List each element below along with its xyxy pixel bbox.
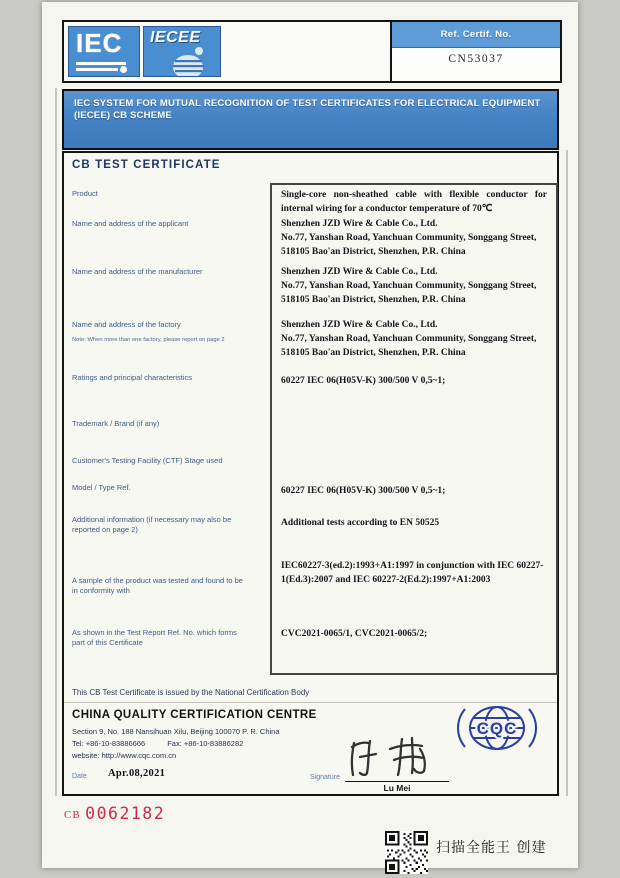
value-sample-conformity: IEC60227-3(ed.2):1993+A1:1997 in conjunction with IEC 60227-1(Ed.3):2007 and IEC 60227-2(Ed.2):1997+A1:2003 [281,561,544,585]
iecee-globe-icon [144,45,220,77]
label-factory-note: Note: When more than one factory, please report on page 2 [72,337,225,343]
iecee-logo [143,26,221,77]
iec-logo-text: IEC [76,28,123,58]
ref-certif-box [390,20,562,83]
ref-certif-number: CN53037 [448,53,504,65]
value-test-report: CVC2021-0065/1, CVC2021-0065/2; [281,629,428,639]
iec-logo [68,26,140,77]
label-product: Product [72,189,98,198]
value-factory-line2: No.77, Yanshan Road, Yanchuan Community, Songgang Street, [281,334,537,344]
scheme-banner-line1: IEC SYSTEM FOR MUTUAL RECOGNITION OF TEST CERTIFICATES FOR ELECTRICAL EQUIPMENT [74,98,541,109]
watermark-block [385,831,547,878]
serial-number: 0062182 [85,804,166,823]
value-manufacturer [281,265,547,307]
label-applicant: Name and address of the applicant [72,219,189,228]
signatory-name: Lu Mei [383,783,411,793]
cqc-logo-text: CQC [476,719,518,738]
certificate-body-box [62,151,559,796]
label-model: Model / Type Ref. [72,483,131,492]
scan-edge-line-right [566,150,568,796]
scan-edge-line-left [55,88,57,796]
iec-logo-bar [76,62,126,65]
value-model: 60227 IEC 06(H05V-K) 300/500 V 0,5~1; [281,486,446,496]
iec-logo-bar [76,68,118,71]
label-sample-conformity: A sample of the product was tested and found to be in conformity with [72,576,243,596]
ncb-address: Section 9, No. 188 Nansihuan Xilu, Beijing 100070 P. R. China [72,727,280,736]
scheme-banner [62,89,559,150]
certificate-serial [64,804,165,823]
ncb-tel: Tel: +86-10-83886666 [72,739,146,748]
value-manufacturer-line2: No.77, Yanshan Road, Yanchuan Community, Songgang Street, [281,281,537,291]
value-applicant-line3: 518105 Bao'an District, Shenzhen, P.R. China [281,247,466,257]
iec-logo-dot [120,66,127,73]
ncb-website: website: http://www.cqc.com.cn [72,751,177,760]
date-label: Date [72,773,87,780]
ncb-name: CHINA QUALITY CERTIFICATION CENTRE [72,709,317,721]
value-manufacturer-line3: 518105 Bao'an District, Shenzhen, P.R. China [281,295,466,305]
scheme-banner-line2: (IECEE) CB SCHEME [74,110,172,121]
iecee-logo-text: IECEE [150,29,201,46]
serial-prefix: CB [64,809,81,821]
cqc-logo [456,699,538,757]
value-applicant [281,217,547,259]
signature-line [345,781,449,782]
value-product: Single-core non-sheathed cable with flexible conductor for internal wiring for a conductor temperature of 70℃ [281,190,547,214]
ncb-telfax [72,739,265,748]
label-factory: Name and address of the factory [72,320,181,329]
header-logos-box [62,20,392,83]
issued-by-statement: This CB Test Certificate is issued by the National Certification Body [72,688,310,697]
value-factory-line1: Shenzhen JZD Wire & Cable Co., Ltd. [281,320,438,330]
value-applicant-line2: No.77, Yanshan Road, Yanchuan Community, Songgang Street, [281,233,537,243]
value-additional-info: Additional tests according to EN 50525 [281,518,440,528]
label-ctf: Customer's Testing Facility (CTF) Stage used [72,456,223,465]
signature-label: Signature [310,774,340,781]
qr-code-icon [385,831,428,874]
ref-certif-label: Ref. Certif. No. [392,22,560,48]
value-manufacturer-line1: Shenzhen JZD Wire & Cable Co., Ltd. [281,267,438,277]
date-value: Apr.08,2021 [108,768,166,779]
value-applicant-line1: Shenzhen JZD Wire & Cable Co., Ltd. [281,219,438,229]
certificate-title: CB TEST CERTIFICATE [72,159,221,171]
label-manufacturer: Name and address of the manufacturer [72,267,203,276]
ncb-fax: Fax: +86-10-83886282 [167,739,244,748]
value-factory-line3: 518105 Bao'an District, Shenzhen, P.R. China [281,348,466,358]
value-factory [281,318,547,360]
value-ratings: 60227 IEC 06(H05V-K) 300/500 V 0,5~1; [281,376,446,386]
signature-handwriting [340,733,460,779]
camscanner-watermark: 扫描全能王 创建 [436,840,547,856]
label-ratings: Ratings and principal characteristics [72,373,193,382]
label-test-report: As shown in the Test Report Ref. No. which forms part of this Certificate [72,628,237,648]
label-trademark: Trademark / Brand (if any) [72,419,160,428]
values-box [270,183,558,675]
label-additional-info: Additional information (if necessary may also be reported on page 2) [72,515,232,535]
